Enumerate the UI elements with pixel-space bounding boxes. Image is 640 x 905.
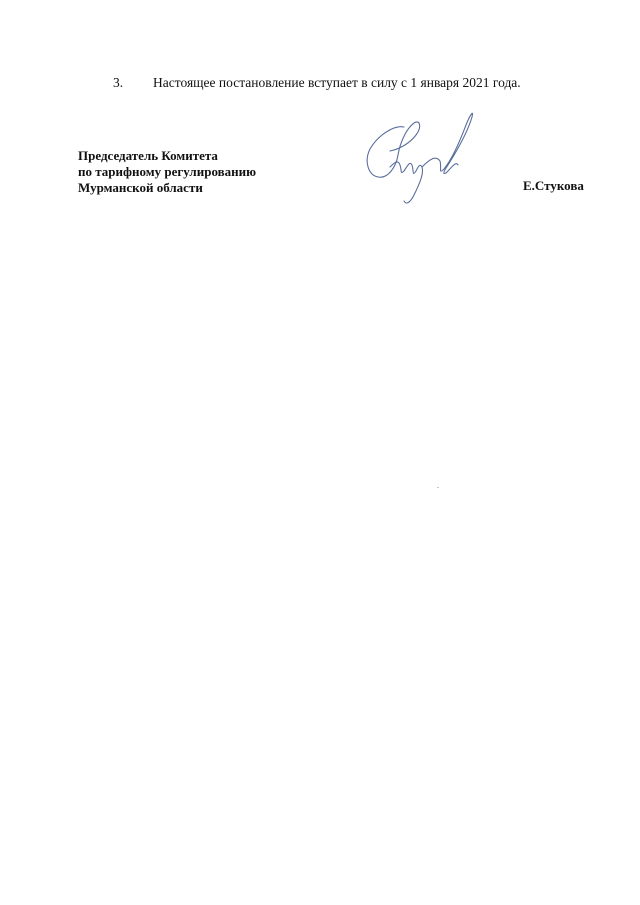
paragraph-3 (113, 74, 521, 92)
handwritten-signature (360, 105, 485, 210)
signer-name: Е.Стукова (523, 178, 584, 193)
paragraph-text: Настоящее постановление вступает в силу с 1 января 2021 года. (153, 75, 521, 90)
signer-position-line-2: по тарифному регулированию (78, 164, 257, 179)
scan-speck (437, 487, 439, 488)
signer-position-line-3: Мурманской области (78, 180, 203, 195)
signer-position-line-1: Председатель Комитета (78, 148, 218, 163)
signer-position (78, 148, 256, 196)
paragraph-number: 3. (113, 75, 124, 90)
